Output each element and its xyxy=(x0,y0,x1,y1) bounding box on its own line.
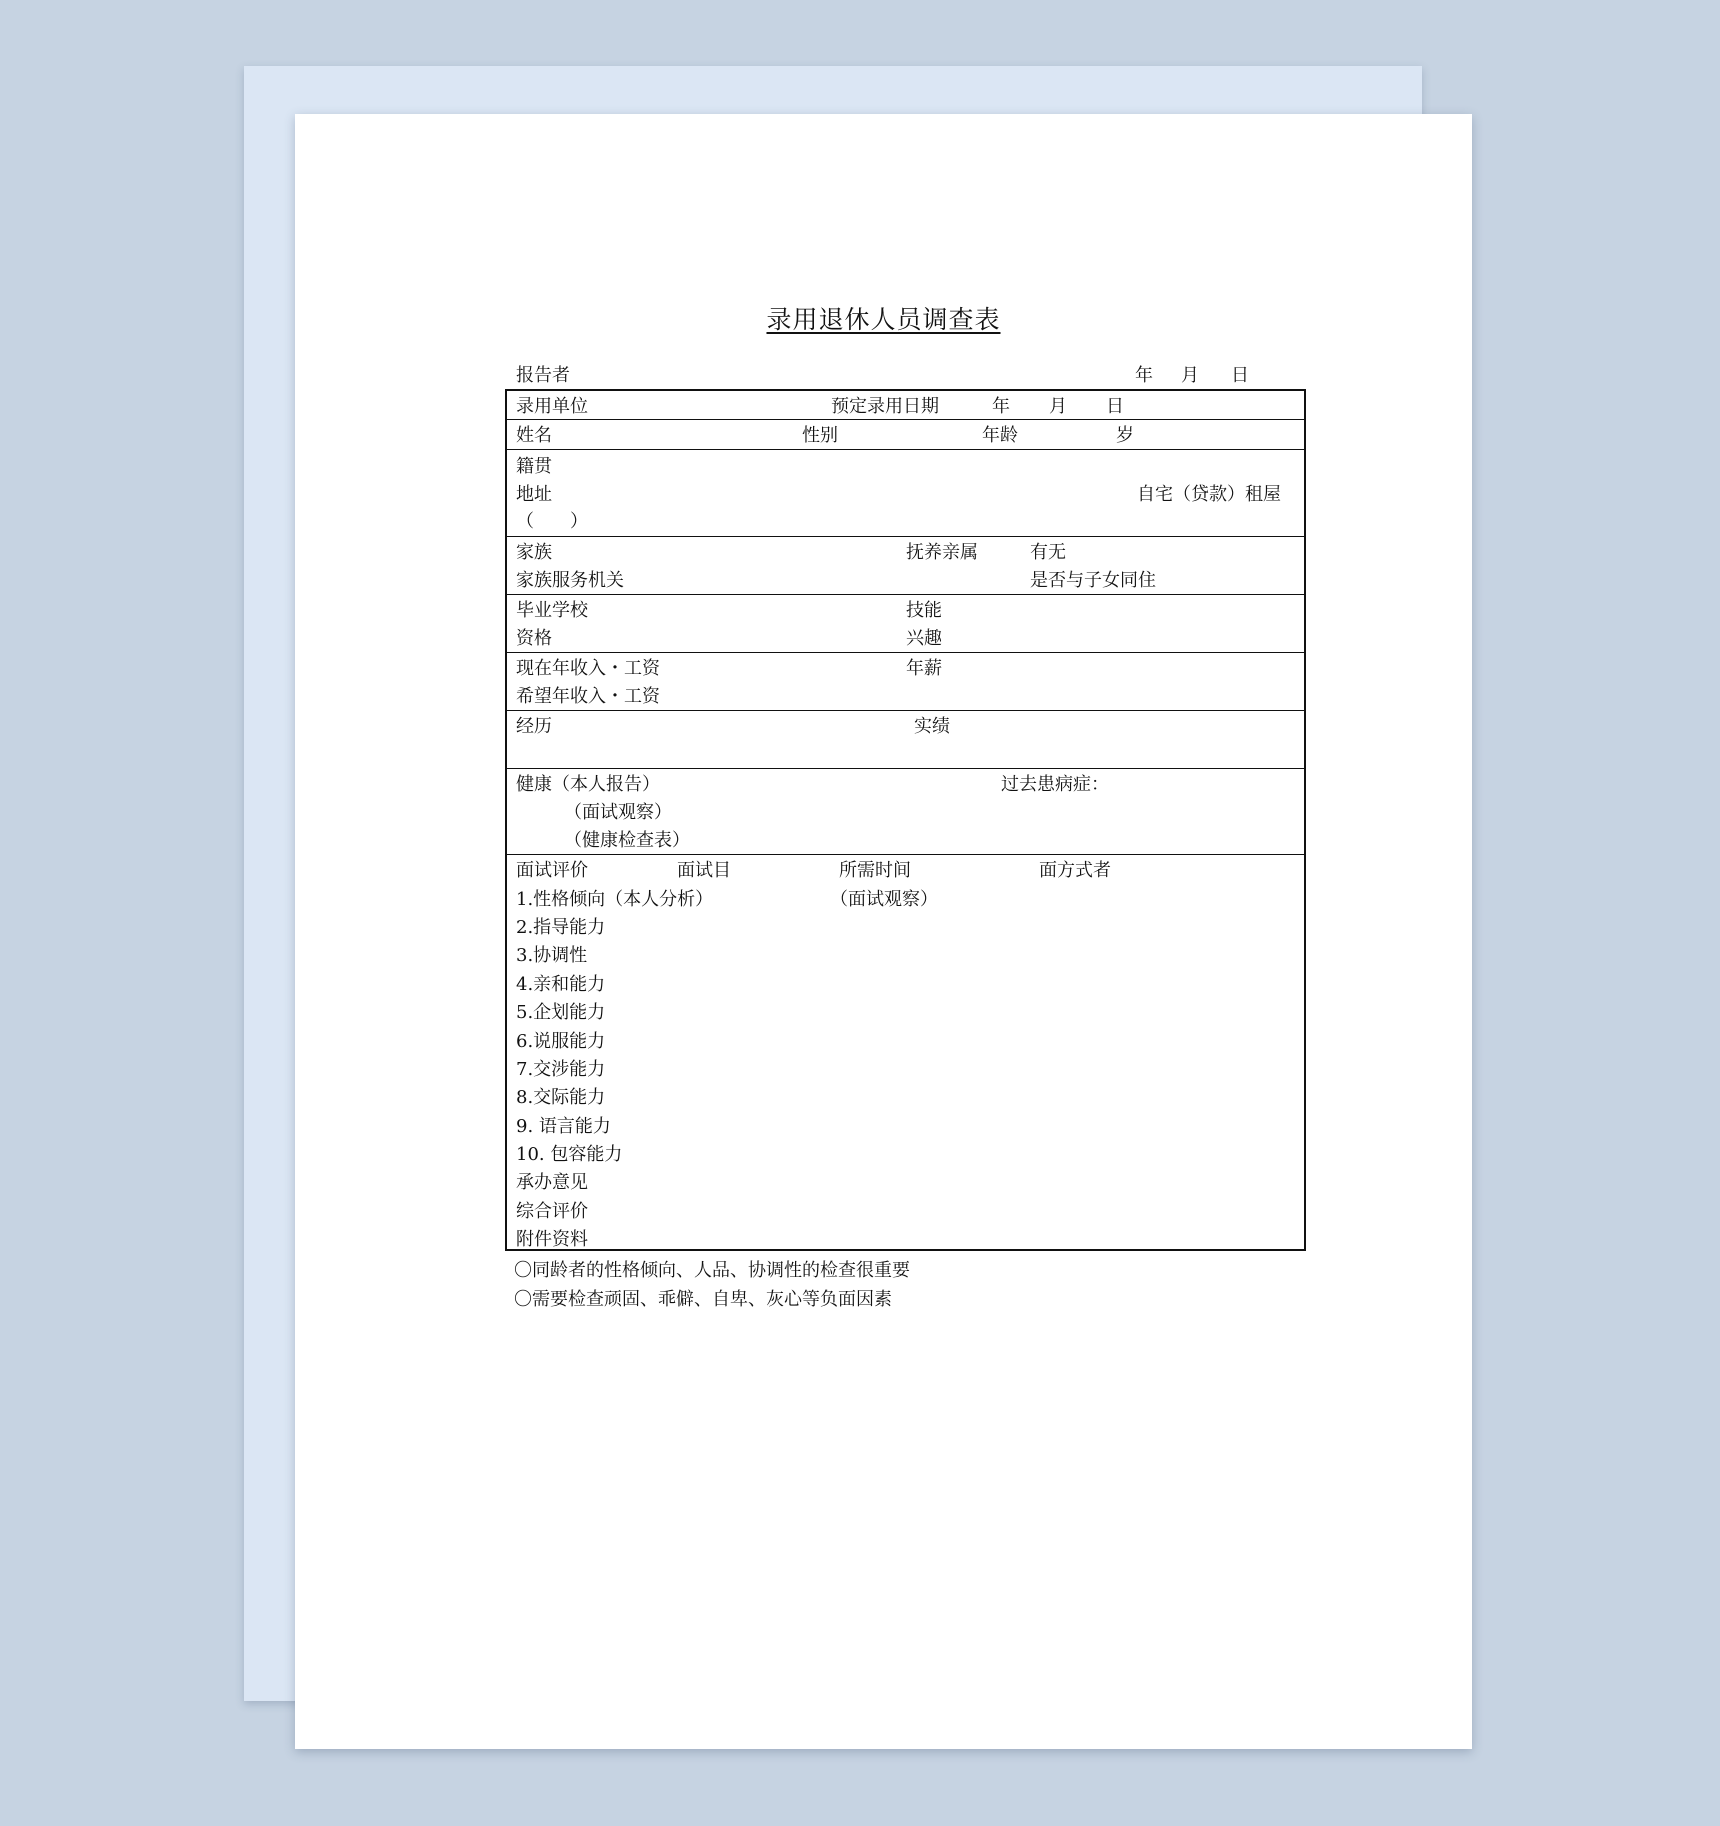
note-line: 〇同龄者的性格倾向、人品、协调性的检查很重要 xyxy=(514,1260,910,1281)
past-illness-label: 过去患病症： xyxy=(1001,774,1109,795)
note-line: 〇需要检查顽固、乖僻、自卑、灰心等负面因素 xyxy=(514,1289,892,1310)
row-divider xyxy=(505,419,1306,420)
interview-eval-label: 面试评价 xyxy=(516,860,588,881)
dependents-label: 抚养亲属 xyxy=(906,542,978,563)
eval-item: 8.交际能力 xyxy=(516,1087,606,1108)
gender-label: 性别 xyxy=(802,425,838,446)
has-or-not-label: 有无 xyxy=(1030,542,1066,563)
annual-salary-label: 年薪 xyxy=(906,658,942,679)
expected-income-label: 希望年收入・工资 xyxy=(516,686,660,707)
age-unit: 岁 xyxy=(1116,425,1134,446)
eval-item: 7.交涉能力 xyxy=(516,1059,606,1080)
eval-item: 1.性格倾向（本人分析） xyxy=(516,889,714,910)
reporter-label: 报告者 xyxy=(516,365,570,386)
row-divider xyxy=(505,449,1306,450)
eval-item: 10. 包容能力 xyxy=(516,1144,623,1165)
address-parens: （ ） xyxy=(516,511,588,532)
planned-date-label: 预定录用日期 xyxy=(831,396,939,417)
header-month: 月 xyxy=(1181,365,1199,386)
eval-item: 3.协调性 xyxy=(516,945,588,966)
health-checkup-label: （健康检查表） xyxy=(564,830,690,851)
eval-item: 5.企划能力 xyxy=(516,1002,606,1023)
family-employer-label: 家族服务机关 xyxy=(516,570,624,591)
history-label: 经历 xyxy=(516,716,552,737)
row-divider xyxy=(505,768,1306,769)
skills-label: 技能 xyxy=(906,600,942,621)
header-day: 日 xyxy=(1231,365,1249,386)
row-divider xyxy=(505,652,1306,653)
row-divider xyxy=(505,854,1306,855)
time-required-label: 所需时间 xyxy=(839,860,911,881)
interview-date-label: 面试目 xyxy=(677,860,731,881)
achievements-label: 实绩 xyxy=(914,716,950,737)
eval-item: 2.指导能力 xyxy=(516,917,606,938)
current-income-label: 现在年收入・工资 xyxy=(516,658,660,679)
page-title: 录用退休人员调查表 xyxy=(766,305,1001,334)
eval-item: 综合评价 xyxy=(516,1201,588,1222)
live-with-children-label: 是否与子女同住 xyxy=(1030,570,1156,591)
age-label: 年龄 xyxy=(982,425,1018,446)
address-label: 地址 xyxy=(516,484,552,505)
planned-year: 年 xyxy=(992,396,1010,417)
health-self-label: 健康（本人报告） xyxy=(516,774,660,795)
interests-label: 兴趣 xyxy=(906,628,942,649)
header-year: 年 xyxy=(1135,365,1153,386)
health-interview-label: （面试观察） xyxy=(564,802,672,823)
row-divider xyxy=(505,594,1306,595)
interviewer-label: 面方式者 xyxy=(1039,860,1111,881)
family-label: 家族 xyxy=(516,542,552,563)
school-label: 毕业学校 xyxy=(516,600,588,621)
housing-label: 自宅（贷款）租屋 xyxy=(1137,484,1281,505)
document-page xyxy=(295,114,1472,1749)
name-label: 姓名 xyxy=(516,425,552,446)
row-divider xyxy=(505,710,1306,711)
planned-day: 日 xyxy=(1106,396,1124,417)
employer-label: 录用单位 xyxy=(516,396,588,417)
eval-item: 承办意见 xyxy=(516,1172,588,1193)
row-divider xyxy=(505,536,1306,537)
planned-month: 月 xyxy=(1049,396,1067,417)
qualification-label: 资格 xyxy=(516,628,552,649)
eval-item: 9. 语言能力 xyxy=(516,1116,611,1137)
eval-item: 4.亲和能力 xyxy=(516,974,606,995)
eval-item: 附件资料 xyxy=(516,1229,588,1250)
native-place-label: 籍贯 xyxy=(516,456,552,477)
eval-item: 6.说服能力 xyxy=(516,1031,606,1052)
interview-observe-label: （面试观察） xyxy=(830,889,938,910)
